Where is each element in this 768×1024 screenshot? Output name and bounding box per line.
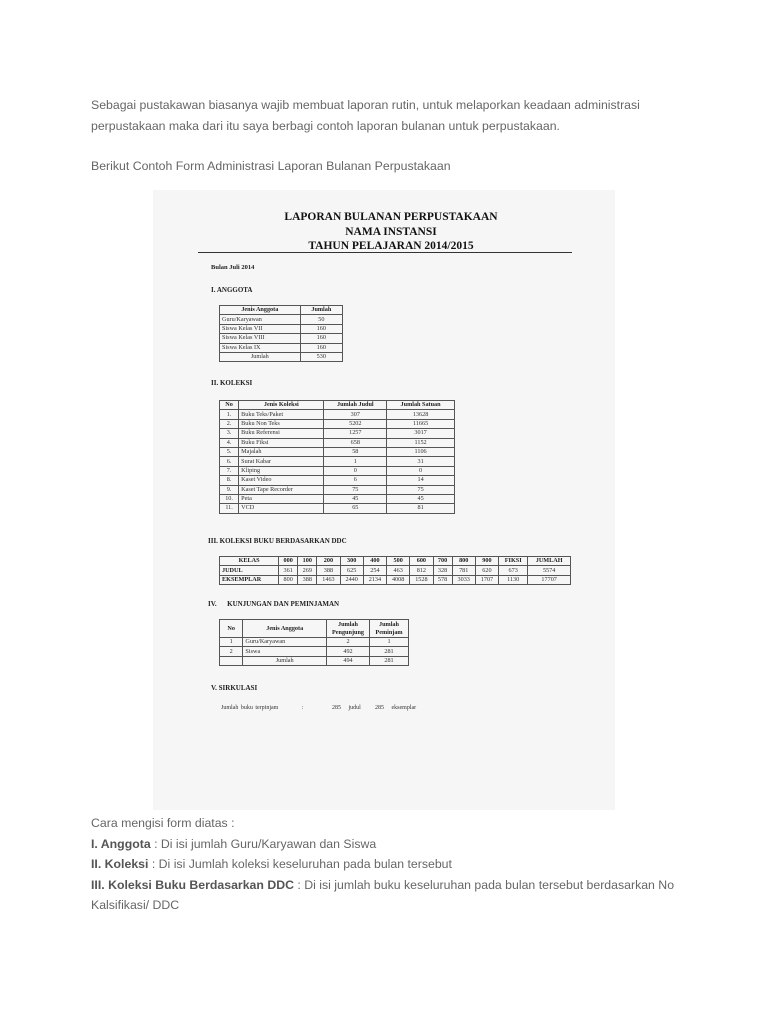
table-cell: 5202 <box>324 419 387 428</box>
table-cell: 1. <box>220 410 239 419</box>
table-cell: Peta <box>239 494 324 503</box>
table-cell: EKSEMPLAR <box>220 575 279 584</box>
table-cell: 58 <box>324 447 387 456</box>
table-cell: 11. <box>220 504 239 513</box>
table-row <box>220 334 343 343</box>
table-cell: Kaset Video <box>239 476 324 485</box>
table-cell: 75 <box>324 485 387 494</box>
guide-item-text: : Di isi jumlah buku keseluruhan pada bulan tersebut berdasarkan No Kalsifikasi/ DDC <box>91 877 675 912</box>
table-header: Jenis Anggota <box>220 306 301 315</box>
guide-item-text: : Di isi Jumlah koleksi keseluruhan pada bulan tersebut <box>148 857 452 871</box>
table-cell: Kliping <box>239 466 324 475</box>
table-cell: Guru/Karyawan <box>243 638 327 647</box>
table-row <box>220 343 343 352</box>
table-header: No <box>220 620 243 638</box>
table-cell: Buku Teks/Paket <box>239 410 324 419</box>
table-cell: 3. <box>220 429 239 438</box>
table-cell: 3033 <box>452 575 475 584</box>
table-cell: 1130 <box>499 575 528 584</box>
table-row <box>220 438 455 447</box>
table-header: 200 <box>317 557 340 566</box>
table-cell: 492 <box>327 647 370 656</box>
table-cell: 4. <box>220 438 239 447</box>
table-cell: 1463 <box>317 575 340 584</box>
table-cell: 75 <box>387 485 455 494</box>
table-cell: 17707 <box>528 575 571 584</box>
table-cell: 1528 <box>410 575 433 584</box>
guide-item-label: III. Koleksi Buku Berdasarkan DDC <box>91 877 294 892</box>
table-row <box>220 429 455 438</box>
table-cell: Buku Fiksi <box>239 438 324 447</box>
table-cell: 8. <box>220 476 239 485</box>
table-row <box>220 647 409 656</box>
table-cell: Kaset Tape Recorder <box>239 485 324 494</box>
section-anggota-title: I. ANGGOTA <box>211 286 253 294</box>
table-header: 900 <box>475 557 498 566</box>
table-cell: Surat Kabar <box>239 457 324 466</box>
table-row <box>220 466 455 475</box>
table-cell: 530 <box>300 352 342 361</box>
table-cell: 5. <box>220 447 239 456</box>
section-kunjungan-title: IV. KUNJUNGAN DAN PEMINJAMAN <box>208 600 340 608</box>
table-row <box>220 352 343 361</box>
table-cell: 5574 <box>528 566 571 575</box>
table-row <box>220 504 455 513</box>
table-row <box>220 315 343 324</box>
form-title-line3: TAHUN PELAJARAN 2014/2015 <box>308 240 474 252</box>
table-cell: 31 <box>387 457 455 466</box>
table-cell: Buku Non Teks <box>239 419 324 428</box>
table-header: Jumlah Pengunjung <box>327 620 370 638</box>
table-row <box>220 476 455 485</box>
sirkulasi-eks-value: 285 <box>375 705 384 711</box>
table-row <box>220 566 571 575</box>
table-header: 300 <box>340 557 363 566</box>
guide-item-text: : Di isi jumlah Guru/Karyawan dan Siswa <box>150 836 377 851</box>
table-cell: 1152 <box>387 438 455 447</box>
guide-item-label: II. Koleksi <box>91 857 149 871</box>
table-cell: Guru/Karyawan <box>220 315 301 324</box>
form-title-line1: LAPORAN BULANAN PERPUSTAKAAN <box>284 211 498 223</box>
table-cell: 14 <box>387 476 455 485</box>
table-cell: 2440 <box>340 575 363 584</box>
table-header: Jumlah Judul <box>324 401 387 410</box>
table-cell: 2 <box>220 647 243 656</box>
table-cell: 6. <box>220 457 239 466</box>
table-cell: 578 <box>433 575 452 584</box>
table-row <box>220 485 455 494</box>
table-cell: 361 <box>279 566 298 575</box>
kunjungan-table <box>219 619 409 666</box>
table-cell: 1707 <box>475 575 498 584</box>
table-cell: 1106 <box>387 447 455 456</box>
table-cell: Buku Referensi <box>239 429 324 438</box>
table-cell: 65 <box>324 504 387 513</box>
table-header: JUMLAH <box>528 557 571 566</box>
table-row <box>220 656 409 665</box>
table-cell: 281 <box>370 656 409 665</box>
table-cell: 45 <box>324 494 387 503</box>
form-title-line2: NAMA INSTANSI <box>345 225 437 238</box>
table-header: Jumlah <box>300 306 342 315</box>
guide-heading: Cara mengisi form diatas : <box>91 816 235 830</box>
table-cell: VCD <box>239 504 324 513</box>
table-cell: 463 <box>387 566 410 575</box>
table-header: 000 <box>279 557 298 566</box>
table-cell: 620 <box>475 566 498 575</box>
table-cell: 781 <box>452 566 475 575</box>
table-cell: 2. <box>220 419 239 428</box>
table-row <box>220 447 455 456</box>
table-row <box>220 494 455 503</box>
table-cell: 800 <box>279 575 298 584</box>
table-header: Jenis Koleksi <box>239 401 324 410</box>
table-cell: Jumlah <box>220 352 301 361</box>
table-header: 700 <box>433 557 452 566</box>
ddc-table <box>219 556 571 585</box>
table-cell: 0 <box>387 466 455 475</box>
form-image <box>153 190 615 810</box>
table-cell: 4008 <box>387 575 410 584</box>
table-cell: 160 <box>300 324 342 333</box>
section-ddc-title: III. KOLEKSI BUKU BERDASARKAN DDC <box>208 537 347 545</box>
table-cell: 281 <box>370 647 409 656</box>
table-cell <box>220 656 243 665</box>
guide-item-label: I. Anggota <box>91 836 151 851</box>
table-header: Jenis Anggota <box>243 620 327 638</box>
table-cell: 328 <box>433 566 452 575</box>
table-cell: 1 <box>220 638 243 647</box>
table-cell: 254 <box>363 566 386 575</box>
table-cell: 9. <box>220 485 239 494</box>
table-header: Jumlah Satuan <box>387 401 455 410</box>
sirkulasi-label: Jumlah buku terpinjam <box>221 705 279 711</box>
table-cell: Siswa Kelas VIII <box>220 334 301 343</box>
table-cell: 494 <box>327 656 370 665</box>
table-cell: 388 <box>298 575 317 584</box>
table-row <box>220 410 455 419</box>
table-cell: 658 <box>324 438 387 447</box>
title-divider <box>198 252 572 253</box>
table-header: No <box>220 401 239 410</box>
table-cell: 388 <box>317 566 340 575</box>
sirkulasi-line <box>221 705 416 711</box>
form-title <box>153 210 615 254</box>
table-cell: 6 <box>324 476 387 485</box>
table-cell: 7. <box>220 466 239 475</box>
table-header: FIKSI <box>499 557 528 566</box>
table-header: KELAS <box>220 557 279 566</box>
table-cell: Siswa Kelas IX <box>220 343 301 352</box>
table-cell: Jumlah <box>243 656 327 665</box>
table-cell: 269 <box>298 566 317 575</box>
sirkulasi-judul-label: judul <box>348 705 361 711</box>
table-cell: 0 <box>324 466 387 475</box>
lead-paragraph: Berikut Contoh Form Administrasi Laporan Bulanan Perpustakaan <box>91 159 451 173</box>
table-cell: 2134 <box>363 575 386 584</box>
table-cell: Siswa <box>243 647 327 656</box>
table-header: 500 <box>387 557 410 566</box>
table-cell: Siswa Kelas VII <box>220 324 301 333</box>
table-cell: 45 <box>387 494 455 503</box>
table-cell: 160 <box>300 334 342 343</box>
table-cell: 3017 <box>387 429 455 438</box>
table-cell: 812 <box>410 566 433 575</box>
table-row <box>220 457 455 466</box>
sirkulasi-colon: : <box>301 705 304 711</box>
table-cell: 1 <box>370 638 409 647</box>
sirkulasi-judul-value: 285 <box>332 705 341 711</box>
table-header: 100 <box>298 557 317 566</box>
table-row <box>220 419 455 428</box>
table-header: 800 <box>452 557 475 566</box>
guide-item-koleksi <box>91 854 711 875</box>
guide-item-anggota <box>91 834 711 855</box>
table-cell: 13628 <box>387 410 455 419</box>
section-sirkulasi-title: V. SIRKULASI <box>211 684 258 692</box>
table-cell: 50 <box>300 315 342 324</box>
guide-section <box>91 813 711 916</box>
report-month: Bulan Juli 2014 <box>211 264 255 271</box>
koleksi-table <box>219 400 455 514</box>
table-cell: 673 <box>499 566 528 575</box>
table-cell: 1257 <box>324 429 387 438</box>
anggota-table <box>219 305 343 362</box>
table-cell: 10. <box>220 494 239 503</box>
table-row <box>220 324 343 333</box>
table-cell: 81 <box>387 504 455 513</box>
intro-paragraph: Sebagai pustakawan biasanya wajib membuat laporan rutin, untuk melaporkan keadaan administrasi perpustakaan maka dari itu saya berbagi contoh laporan bulanan untuk perpustakaan. <box>91 98 640 133</box>
table-cell: 625 <box>340 566 363 575</box>
table-row <box>220 638 409 647</box>
table-header: 600 <box>410 557 433 566</box>
table-cell: 307 <box>324 410 387 419</box>
table-row <box>220 575 571 584</box>
table-cell: Majalah <box>239 447 324 456</box>
table-cell: 160 <box>300 343 342 352</box>
table-header: Jumlah Peminjam <box>370 620 409 638</box>
table-cell: 2 <box>327 638 370 647</box>
table-cell: 1 <box>324 457 387 466</box>
sirkulasi-eks-label: eksemplar <box>391 705 417 711</box>
table-cell: 11665 <box>387 419 455 428</box>
section-koleksi-title: II. KOLEKSI <box>211 379 253 387</box>
table-header: 400 <box>363 557 386 566</box>
table-cell: JUDUL <box>220 566 279 575</box>
guide-item-ddc <box>91 875 711 916</box>
